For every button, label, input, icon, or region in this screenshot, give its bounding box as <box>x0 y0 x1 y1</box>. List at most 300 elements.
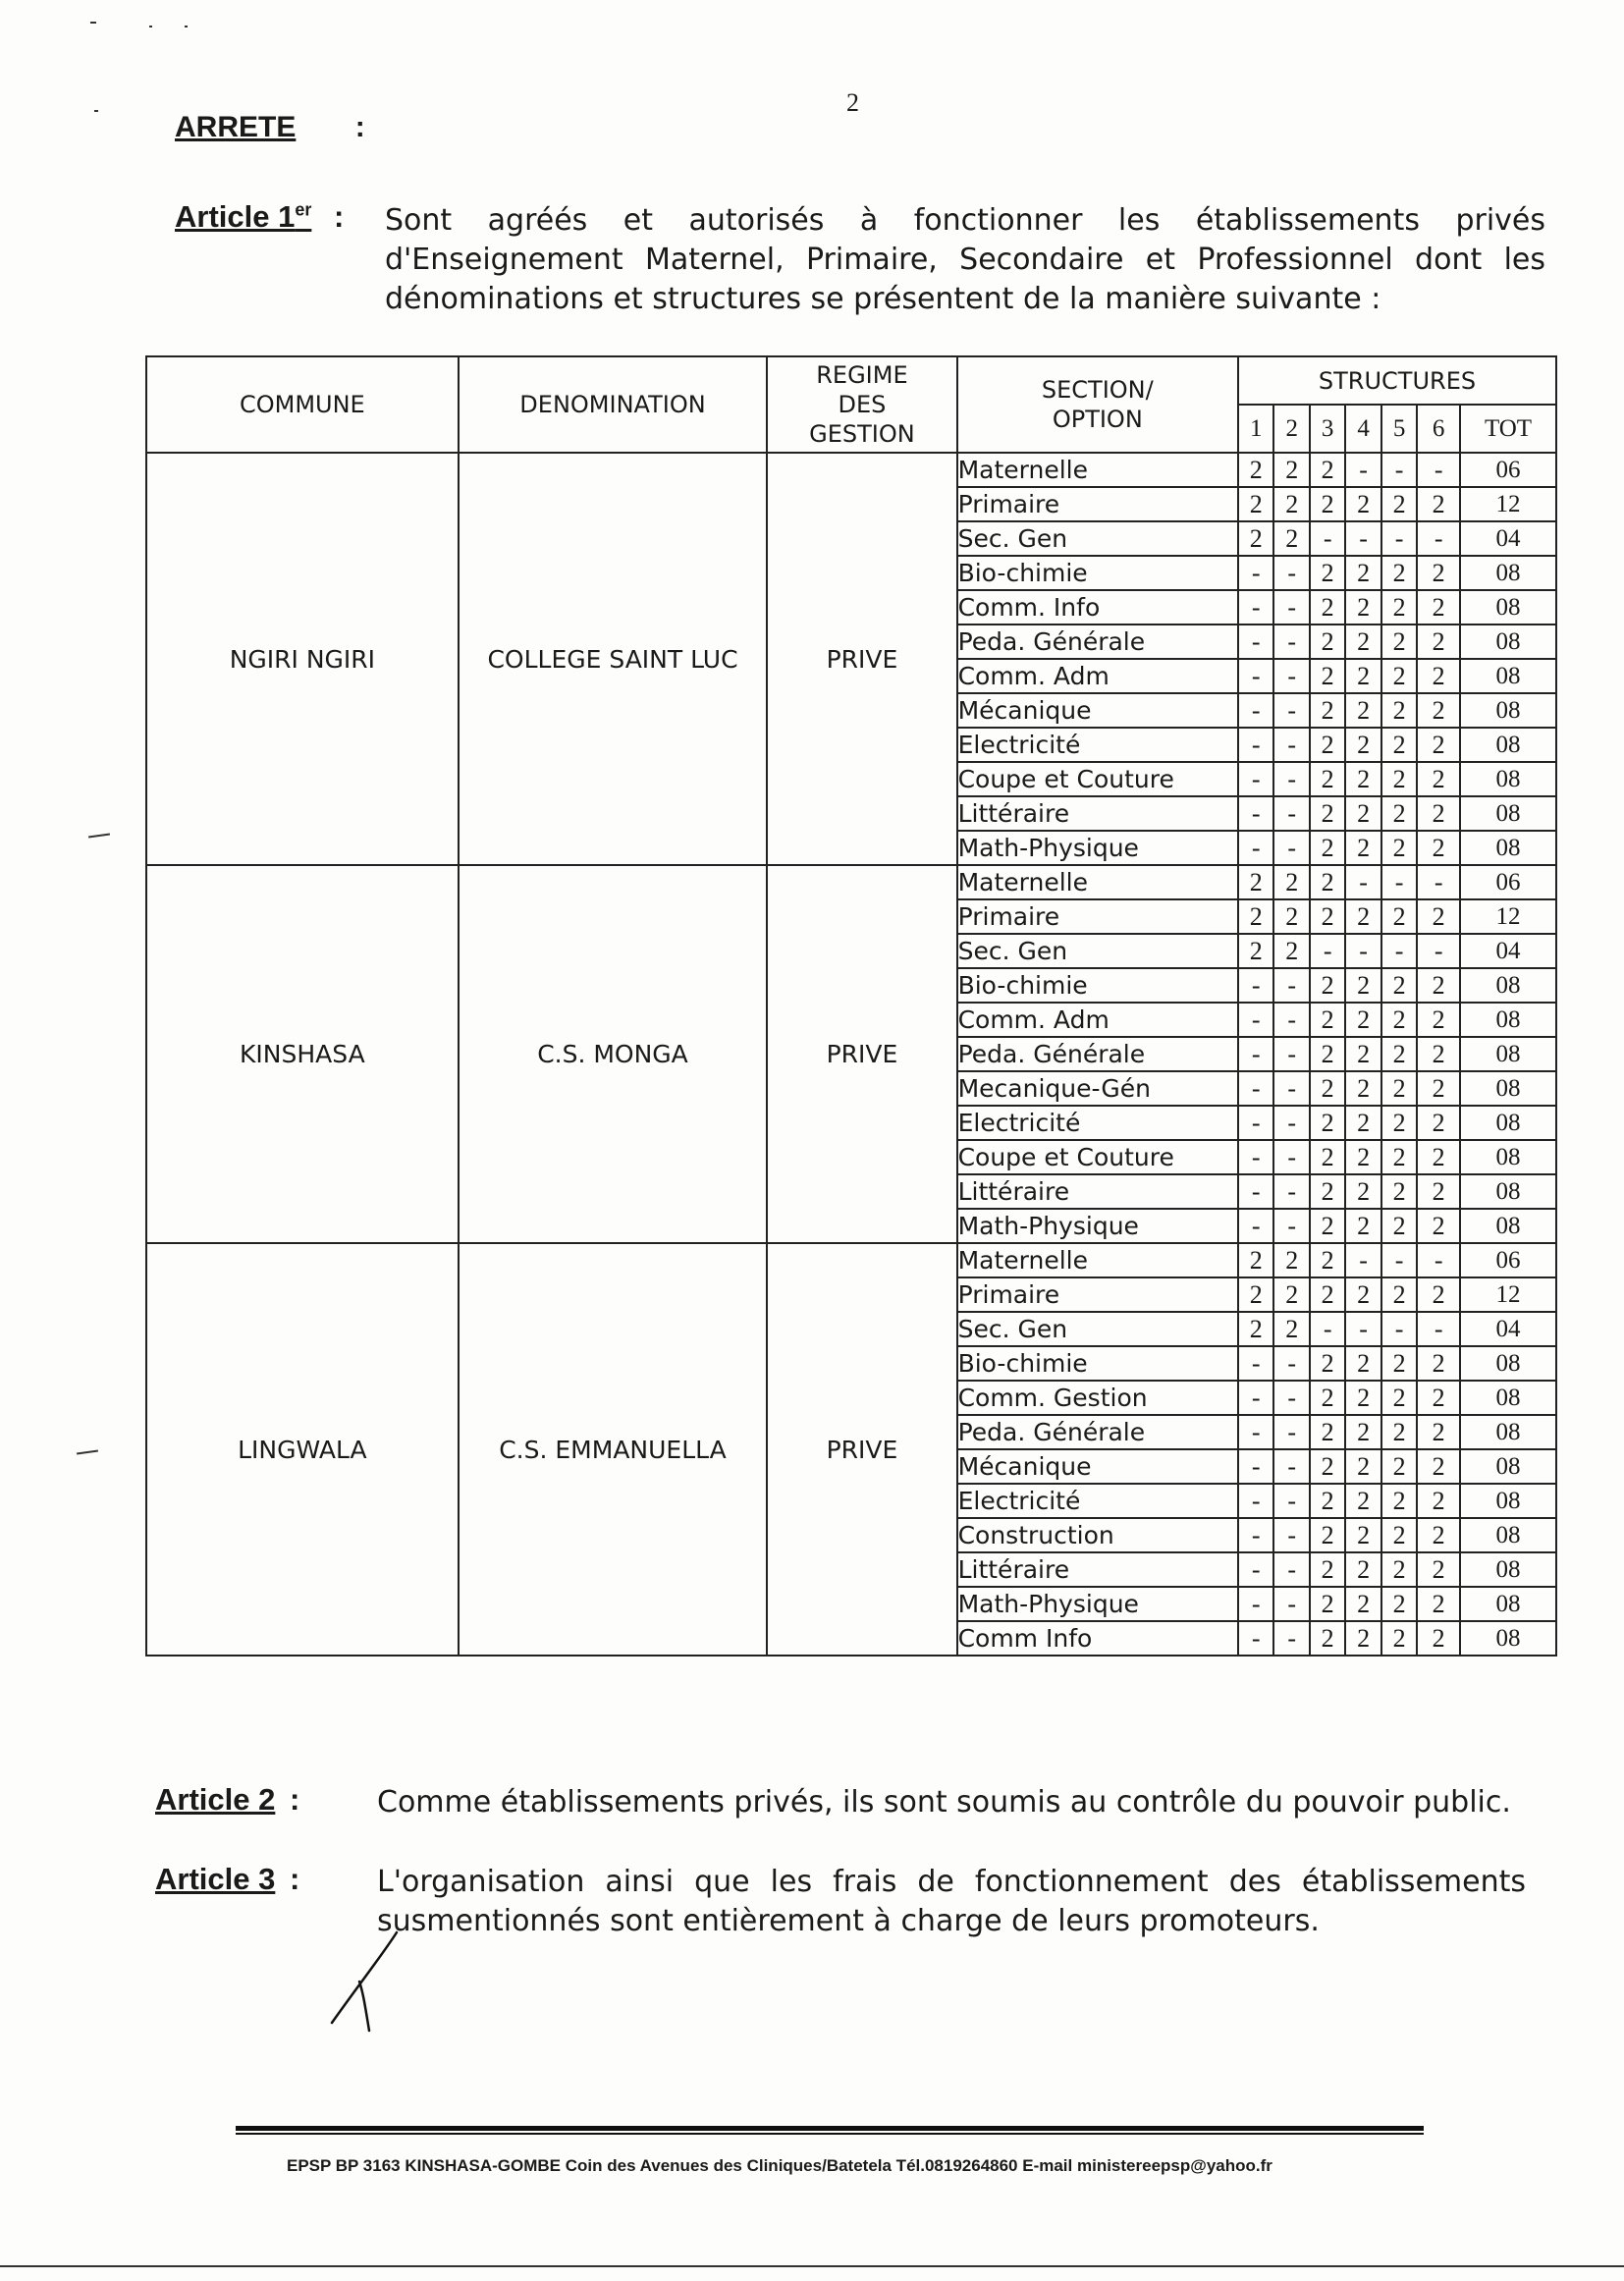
structure-cell-4: 2 <box>1345 899 1380 934</box>
structure-cell-2: - <box>1273 625 1309 659</box>
structure-cell-4: 2 <box>1345 590 1380 625</box>
section-cell: Primaire <box>957 899 1238 934</box>
section-cell: Comm. Adm <box>957 659 1238 693</box>
footer-rule-thin <box>236 2133 1424 2135</box>
header-col-5: 5 <box>1381 405 1417 453</box>
structure-cell-5: 2 <box>1381 728 1417 762</box>
total-cell: 08 <box>1460 728 1556 762</box>
scan-speck <box>94 110 98 112</box>
regime-cell: PRIVE <box>767 1243 956 1656</box>
structure-cell-5: - <box>1381 521 1417 556</box>
section-cell: Mécanique <box>957 693 1238 728</box>
structure-cell-6: 2 <box>1417 556 1460 590</box>
section-cell: Comm. Info <box>957 590 1238 625</box>
structure-cell-5: 2 <box>1381 625 1417 659</box>
denomination-cell: C.S. MONGA <box>459 865 768 1243</box>
structure-cell-6: 2 <box>1417 1071 1460 1106</box>
structure-cell-1: - <box>1238 796 1273 831</box>
header-denomination: DENOMINATION <box>459 356 768 453</box>
article-3-colon: : <box>289 1862 300 1896</box>
section-cell: Electricité <box>957 728 1238 762</box>
structure-cell-3: 2 <box>1310 968 1345 1003</box>
structure-cell-2: 2 <box>1273 453 1309 487</box>
structure-cell-6: 2 <box>1417 728 1460 762</box>
section-cell: Sec. Gen <box>957 521 1238 556</box>
structure-cell-1: - <box>1238 1174 1273 1209</box>
structure-cell-2: - <box>1273 1518 1309 1552</box>
commune-cell: NGIRI NGIRI <box>146 453 459 865</box>
total-cell: 08 <box>1460 831 1556 865</box>
structure-cell-6: 2 <box>1417 796 1460 831</box>
header-col-2: 2 <box>1273 405 1309 453</box>
structure-cell-5: - <box>1381 453 1417 487</box>
article-2-label <box>155 1782 299 1818</box>
structure-cell-3: 2 <box>1310 556 1345 590</box>
commune-cell: LINGWALA <box>146 1243 459 1656</box>
total-cell: 08 <box>1460 1552 1556 1587</box>
structure-cell-2: - <box>1273 728 1309 762</box>
section-cell: Bio-chimie <box>957 556 1238 590</box>
structure-cell-5: 2 <box>1381 1140 1417 1174</box>
total-cell: 08 <box>1460 659 1556 693</box>
structure-cell-2: - <box>1273 762 1309 796</box>
header-col-tot: TOT <box>1460 405 1556 453</box>
structure-cell-2: - <box>1273 1106 1309 1140</box>
structure-cell-6: - <box>1417 521 1460 556</box>
structure-cell-3: 2 <box>1310 1209 1345 1243</box>
structure-cell-6: 2 <box>1417 831 1460 865</box>
total-cell: 08 <box>1460 1346 1556 1381</box>
total-cell: 08 <box>1460 1106 1556 1140</box>
structure-cell-4: 2 <box>1345 1587 1380 1621</box>
section-cell: Mecanique-Gén <box>957 1071 1238 1106</box>
structure-cell-6: - <box>1417 865 1460 899</box>
total-cell: 12 <box>1460 487 1556 521</box>
section-cell: Electricité <box>957 1484 1238 1518</box>
structure-cell-5: 2 <box>1381 1587 1417 1621</box>
structure-cell-4: 2 <box>1345 728 1380 762</box>
structure-cell-3: 2 <box>1310 899 1345 934</box>
structure-cell-6: 2 <box>1417 1449 1460 1484</box>
total-cell: 06 <box>1460 453 1556 487</box>
structure-cell-2: - <box>1273 590 1309 625</box>
structure-cell-3: 2 <box>1310 1587 1345 1621</box>
structure-cell-6: 2 <box>1417 590 1460 625</box>
total-cell: 08 <box>1460 1449 1556 1484</box>
structure-cell-6: 2 <box>1417 1621 1460 1656</box>
bottom-rule <box>0 2265 1624 2267</box>
structure-cell-2: 2 <box>1273 934 1309 968</box>
total-cell: 08 <box>1460 625 1556 659</box>
total-cell: 08 <box>1460 1174 1556 1209</box>
structure-cell-2: - <box>1273 1621 1309 1656</box>
article-3-text: L'organisation ainsi que les frais de fonctionnement des établissements susmentionnés sont entièrement à charge de leurs promoteurs. <box>377 1865 1526 1938</box>
structure-cell-5: 2 <box>1381 1518 1417 1552</box>
structure-cell-6: 2 <box>1417 1003 1460 1037</box>
table-row <box>146 865 1556 899</box>
total-cell: 12 <box>1460 899 1556 934</box>
table-row <box>146 1243 1556 1277</box>
scan-speck <box>90 22 96 24</box>
section-cell: Bio-chimie <box>957 968 1238 1003</box>
article-3-label <box>155 1862 299 1897</box>
structure-cell-2: - <box>1273 1003 1309 1037</box>
total-cell: 04 <box>1460 1312 1556 1346</box>
scan-speck <box>77 1449 98 1454</box>
structure-cell-6: 2 <box>1417 1277 1460 1312</box>
header-col-3: 3 <box>1310 405 1345 453</box>
structure-cell-4: 2 <box>1345 831 1380 865</box>
structure-cell-5: 2 <box>1381 1552 1417 1587</box>
section-cell: Peda. Générale <box>957 1415 1238 1449</box>
section-cell: Math-Physique <box>957 1209 1238 1243</box>
scan-speck <box>185 26 188 27</box>
structure-cell-3: 2 <box>1310 1415 1345 1449</box>
table-body <box>146 453 1556 1656</box>
structure-cell-1: - <box>1238 625 1273 659</box>
section-cell: Peda. Générale <box>957 1037 1238 1071</box>
structure-cell-6: 2 <box>1417 1037 1460 1071</box>
structure-cell-3: 2 <box>1310 693 1345 728</box>
structure-cell-6: 2 <box>1417 899 1460 934</box>
structure-cell-1: - <box>1238 1003 1273 1037</box>
section-cell: Coupe et Couture <box>957 1140 1238 1174</box>
structure-cell-1: 2 <box>1238 1277 1273 1312</box>
structure-cell-6: 2 <box>1417 1552 1460 1587</box>
structure-cell-2: - <box>1273 659 1309 693</box>
structure-cell-6: 2 <box>1417 1381 1460 1415</box>
structure-cell-6: - <box>1417 453 1460 487</box>
structure-cell-3: 2 <box>1310 831 1345 865</box>
structure-cell-5: 2 <box>1381 1037 1417 1071</box>
structure-cell-4: 2 <box>1345 796 1380 831</box>
structure-cell-1: - <box>1238 1106 1273 1140</box>
structure-cell-6: 2 <box>1417 1518 1460 1552</box>
structure-cell-2: - <box>1273 556 1309 590</box>
structure-cell-5: - <box>1381 865 1417 899</box>
structure-cell-2: 2 <box>1273 487 1309 521</box>
structure-cell-3: 2 <box>1310 1140 1345 1174</box>
structure-cell-4: 2 <box>1345 1277 1380 1312</box>
total-cell: 08 <box>1460 556 1556 590</box>
structure-cell-3: 2 <box>1310 762 1345 796</box>
header-col-4: 4 <box>1345 405 1380 453</box>
structure-cell-2: - <box>1273 1552 1309 1587</box>
structure-cell-3: 2 <box>1310 590 1345 625</box>
structure-cell-2: - <box>1273 1037 1309 1071</box>
structure-cell-3: - <box>1310 934 1345 968</box>
structure-cell-3: - <box>1310 521 1345 556</box>
structure-cell-4: - <box>1345 865 1380 899</box>
structure-cell-5: - <box>1381 934 1417 968</box>
arrete-label: ARRETE <box>175 111 297 143</box>
structure-cell-2: 2 <box>1273 1312 1309 1346</box>
structure-cell-4: 2 <box>1345 1552 1380 1587</box>
structure-cell-4: 2 <box>1345 1003 1380 1037</box>
structure-cell-4: - <box>1345 1312 1380 1346</box>
structure-cell-2: - <box>1273 1449 1309 1484</box>
section-cell: Littéraire <box>957 1552 1238 1587</box>
structure-cell-1: 2 <box>1238 934 1273 968</box>
structure-cell-3: 2 <box>1310 1071 1345 1106</box>
structure-cell-5: - <box>1381 1243 1417 1277</box>
structure-cell-4: 2 <box>1345 1381 1380 1415</box>
structure-cell-1: 2 <box>1238 453 1273 487</box>
structure-cell-6: 2 <box>1417 693 1460 728</box>
section-cell: Littéraire <box>957 1174 1238 1209</box>
section-cell: Construction <box>957 1518 1238 1552</box>
structure-cell-6: 2 <box>1417 1484 1460 1518</box>
structure-cell-2: - <box>1273 1071 1309 1106</box>
structure-cell-4: 2 <box>1345 1518 1380 1552</box>
structure-cell-6: 2 <box>1417 1106 1460 1140</box>
structure-cell-4: 2 <box>1345 1346 1380 1381</box>
structure-cell-4: - <box>1345 1243 1380 1277</box>
article-2-label-text: Article 2 <box>155 1782 276 1817</box>
section-cell: Comm. Adm <box>957 1003 1238 1037</box>
structure-cell-2: - <box>1273 1415 1309 1449</box>
structure-cell-2: - <box>1273 1381 1309 1415</box>
footer-rule-thick <box>236 2126 1424 2131</box>
structure-cell-1: - <box>1238 556 1273 590</box>
signature-mark <box>324 1925 412 2042</box>
structure-cell-1: - <box>1238 1381 1273 1415</box>
structure-cell-1: - <box>1238 762 1273 796</box>
article-3-label-text: Article 3 <box>155 1862 276 1896</box>
structure-cell-3: 2 <box>1310 1346 1345 1381</box>
structure-cell-1: 2 <box>1238 487 1273 521</box>
structure-cell-3: 2 <box>1310 796 1345 831</box>
structure-cell-4: 2 <box>1345 693 1380 728</box>
regime-cell: PRIVE <box>767 453 956 865</box>
structure-cell-1: - <box>1238 1037 1273 1071</box>
section-cell: Mécanique <box>957 1449 1238 1484</box>
structure-cell-1: 2 <box>1238 1243 1273 1277</box>
structure-cell-3: - <box>1310 1312 1345 1346</box>
article-2-text: Comme établissements privés, ils sont soumis au contrôle du pouvoir public. <box>377 1785 1511 1819</box>
structure-cell-5: 2 <box>1381 1346 1417 1381</box>
structure-cell-4: 2 <box>1345 556 1380 590</box>
structure-cell-4: 2 <box>1345 1621 1380 1656</box>
structure-cell-3: 2 <box>1310 453 1345 487</box>
structure-cell-1: 2 <box>1238 899 1273 934</box>
header-section: SECTION/ OPTION <box>957 356 1238 453</box>
structure-cell-5: 2 <box>1381 693 1417 728</box>
structure-cell-5: 2 <box>1381 796 1417 831</box>
structure-cell-2: - <box>1273 1174 1309 1209</box>
structure-cell-3: 2 <box>1310 1449 1345 1484</box>
total-cell: 04 <box>1460 521 1556 556</box>
structure-cell-5: 2 <box>1381 659 1417 693</box>
structure-cell-5: 2 <box>1381 1449 1417 1484</box>
section-cell: Electricité <box>957 1106 1238 1140</box>
structure-cell-5: 2 <box>1381 1003 1417 1037</box>
section-cell: Primaire <box>957 1277 1238 1312</box>
structure-cell-1: - <box>1238 1621 1273 1656</box>
structure-cell-5: 2 <box>1381 556 1417 590</box>
structure-cell-4: 2 <box>1345 1037 1380 1071</box>
denomination-cell: COLLEGE SAINT LUC <box>459 453 768 865</box>
structure-cell-4: 2 <box>1345 1174 1380 1209</box>
total-cell: 08 <box>1460 693 1556 728</box>
structure-cell-6: 2 <box>1417 625 1460 659</box>
structure-cell-2: - <box>1273 693 1309 728</box>
structure-cell-4: 2 <box>1345 1484 1380 1518</box>
structure-cell-2: 2 <box>1273 865 1309 899</box>
structure-cell-6: - <box>1417 1312 1460 1346</box>
structure-cell-3: 2 <box>1310 1381 1345 1415</box>
structure-cell-1: - <box>1238 831 1273 865</box>
structure-cell-3: 2 <box>1310 487 1345 521</box>
structure-cell-3: 2 <box>1310 625 1345 659</box>
total-cell: 06 <box>1460 1243 1556 1277</box>
structure-cell-2: - <box>1273 1484 1309 1518</box>
structure-cell-1: - <box>1238 590 1273 625</box>
structure-cell-6: 2 <box>1417 487 1460 521</box>
structure-cell-4: 2 <box>1345 1106 1380 1140</box>
total-cell: 08 <box>1460 1209 1556 1243</box>
structure-cell-1: - <box>1238 1518 1273 1552</box>
footer-address: EPSP BP 3163 KINSHASA-GOMBE Coin des Avenues des Cliniques/Batetela Tél.0819264860 E-mail ministereepsp@yahoo.fr <box>287 2156 1272 2175</box>
structure-cell-5: 2 <box>1381 1071 1417 1106</box>
structure-cell-5: 2 <box>1381 968 1417 1003</box>
structure-cell-6: 2 <box>1417 762 1460 796</box>
article-2-colon: : <box>289 1782 300 1817</box>
structure-cell-3: 2 <box>1310 1277 1345 1312</box>
regime-cell: PRIVE <box>767 865 956 1243</box>
structure-cell-2: 2 <box>1273 899 1309 934</box>
structure-cell-4: 2 <box>1345 1071 1380 1106</box>
scan-speck <box>88 833 110 838</box>
structure-cell-2: - <box>1273 1209 1309 1243</box>
structure-cell-1: - <box>1238 693 1273 728</box>
structure-cell-3: 2 <box>1310 1003 1345 1037</box>
article-1-label <box>175 199 344 235</box>
total-cell: 08 <box>1460 1381 1556 1415</box>
structure-cell-5: 2 <box>1381 1174 1417 1209</box>
structure-cell-4: 2 <box>1345 762 1380 796</box>
structure-cell-3: 2 <box>1310 728 1345 762</box>
total-cell: 04 <box>1460 934 1556 968</box>
structure-cell-5: 2 <box>1381 1621 1417 1656</box>
structure-cell-5: 2 <box>1381 831 1417 865</box>
structure-cell-1: - <box>1238 1587 1273 1621</box>
structure-cell-5: 2 <box>1381 1277 1417 1312</box>
article-1-colon: : <box>333 199 345 234</box>
structure-cell-1: - <box>1238 659 1273 693</box>
structure-cell-3: 2 <box>1310 1484 1345 1518</box>
total-cell: 08 <box>1460 590 1556 625</box>
structure-cell-1: - <box>1238 1209 1273 1243</box>
structure-cell-2: 2 <box>1273 1243 1309 1277</box>
structure-cell-5: 2 <box>1381 1381 1417 1415</box>
structure-cell-3: 2 <box>1310 1621 1345 1656</box>
structure-cell-1: - <box>1238 1415 1273 1449</box>
structure-cell-3: 2 <box>1310 1243 1345 1277</box>
structure-cell-1: - <box>1238 1346 1273 1381</box>
structure-cell-2: 2 <box>1273 1277 1309 1312</box>
structure-cell-6: 2 <box>1417 1346 1460 1381</box>
structure-cell-2: - <box>1273 1587 1309 1621</box>
structure-cell-4: 2 <box>1345 659 1380 693</box>
structure-cell-4: - <box>1345 934 1380 968</box>
section-cell: Peda. Générale <box>957 625 1238 659</box>
section-cell: Comm. Gestion <box>957 1381 1238 1415</box>
header-commune: COMMUNE <box>146 356 459 453</box>
structure-cell-3: 2 <box>1310 1518 1345 1552</box>
section-cell: Maternelle <box>957 1243 1238 1277</box>
structure-cell-2: 2 <box>1273 521 1309 556</box>
arrete-colon: : <box>354 111 365 143</box>
structure-cell-3: 2 <box>1310 659 1345 693</box>
header-structures: STRUCTURES <box>1238 356 1556 405</box>
section-cell: Sec. Gen <box>957 934 1238 968</box>
structure-cell-4: 2 <box>1345 1415 1380 1449</box>
structure-cell-1: 2 <box>1238 1312 1273 1346</box>
total-cell: 08 <box>1460 762 1556 796</box>
commune-cell: KINSHASA <box>146 865 459 1243</box>
structure-cell-5: 2 <box>1381 1209 1417 1243</box>
section-cell: Maternelle <box>957 453 1238 487</box>
structure-cell-5: - <box>1381 1312 1417 1346</box>
structure-cell-2: - <box>1273 1140 1309 1174</box>
total-cell: 08 <box>1460 1415 1556 1449</box>
section-cell: Sec. Gen <box>957 1312 1238 1346</box>
structure-cell-1: 2 <box>1238 865 1273 899</box>
structure-cell-4: 2 <box>1345 1140 1380 1174</box>
structure-cell-6: 2 <box>1417 1415 1460 1449</box>
structure-cell-2: - <box>1273 831 1309 865</box>
structure-cell-2: - <box>1273 796 1309 831</box>
section-cell: Math-Physique <box>957 831 1238 865</box>
total-cell: 06 <box>1460 865 1556 899</box>
header-regime: REGIME DES GESTION <box>767 356 956 453</box>
section-cell: Comm Info <box>957 1621 1238 1656</box>
table-row <box>146 453 1556 487</box>
scan-speck <box>149 26 152 27</box>
structure-cell-5: 2 <box>1381 899 1417 934</box>
structure-cell-4: 2 <box>1345 968 1380 1003</box>
structure-cell-1: - <box>1238 1552 1273 1587</box>
section-cell: Primaire <box>957 487 1238 521</box>
total-cell: 08 <box>1460 1071 1556 1106</box>
structure-cell-4: 2 <box>1345 1449 1380 1484</box>
article-1-label-text: Article 1er <box>175 199 312 234</box>
structure-cell-6: - <box>1417 1243 1460 1277</box>
structure-cell-1: - <box>1238 1449 1273 1484</box>
structure-cell-5: 2 <box>1381 1415 1417 1449</box>
total-cell: 08 <box>1460 1037 1556 1071</box>
section-cell: Math-Physique <box>957 1587 1238 1621</box>
structure-cell-1: - <box>1238 1140 1273 1174</box>
structure-cell-2: - <box>1273 968 1309 1003</box>
structure-cell-3: 2 <box>1310 1174 1345 1209</box>
article-1-text: Sont agréés et autorisés à fonctionner les établissements privés d'Enseignement Maternel, Primaire, Secondaire et Professionnel dont les dénominations et structures se présentent de la manière suivante : <box>385 203 1545 316</box>
structure-cell-1: - <box>1238 728 1273 762</box>
structure-cell-6: 2 <box>1417 1587 1460 1621</box>
structure-cell-1: 2 <box>1238 521 1273 556</box>
structure-cell-1: - <box>1238 1071 1273 1106</box>
total-cell: 08 <box>1460 1140 1556 1174</box>
structure-cell-5: 2 <box>1381 1106 1417 1140</box>
section-cell: Littéraire <box>957 796 1238 831</box>
structure-cell-4: 2 <box>1345 487 1380 521</box>
structure-cell-6: 2 <box>1417 1209 1460 1243</box>
denomination-cell: C.S. EMMANUELLA <box>459 1243 768 1656</box>
header-col-6: 6 <box>1417 405 1460 453</box>
total-cell: 12 <box>1460 1277 1556 1312</box>
structure-cell-4: 2 <box>1345 1209 1380 1243</box>
